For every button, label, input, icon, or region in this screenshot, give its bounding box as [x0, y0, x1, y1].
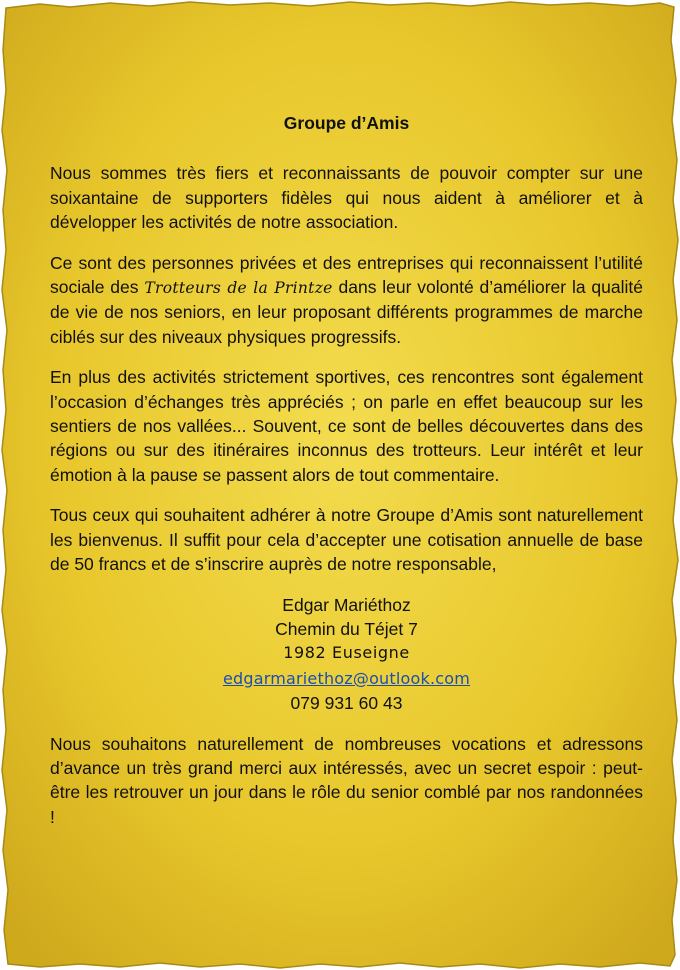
contact-city: 1982 Euseigne: [283, 643, 410, 663]
paragraph-supporters: [50, 251, 643, 350]
page-title: Groupe d’Amis: [283, 113, 410, 133]
contact-street: Chemin du Téjet 7: [275, 618, 418, 639]
paragraph-supporters-text-end: dans leur volonté d’améliorer la qualité de vie de nos seniors, en leur proposant différents programmes de marche ciblés sur des niveaux physiques progressifs.: [50, 277, 643, 347]
contact-name: Edgar Mariéthoz: [282, 594, 411, 615]
organization-name: Trotteurs de la Printze: [144, 279, 333, 298]
paragraph-membership: Tous ceux qui souhaitent adhérer à notre Groupe d’Amis sont naturellement les bienvenus. Il suffit pour cela d’accepter une cotisation annuelle de base de 50 francs et de s’inscrire auprès de notre responsable,: [50, 505, 643, 575]
paragraph-activities: En plus des activités strictement sportives, ces rencontres sont également l’occasion d’échanges très appréciés ; on parle en effet beaucoup sur les sentiers de nos vallées... Souvent, ce sont de belles découvertes dans des régions ou sur des itinéraires inconnus des trotteurs. Leur intérêt et leur émotion à la pause se passent alors de tout commentaire.: [50, 367, 643, 485]
contact-block: [50, 593, 643, 716]
contact-email-link[interactable]: edgarmariethoz@outlook.com: [222, 668, 471, 688]
document-body: [50, 111, 643, 845]
contact-phone: 079 931 60 43: [290, 693, 403, 714]
paragraph-closing: Nous souhaitons naturellement de nombreuses vocations et adressons d’avance un très grand merci aux intéressés, avec un secret espoir : peut-être les retrouver un jour dans le rôle du senior comblé par nos randonnées !: [50, 733, 643, 827]
paragraph-intro: Nous sommes très fiers et reconnaissants de pouvoir compter sur une soixantaine de supporters fidèles qui nous aident à améliorer et à développer les activités de notre association.: [50, 163, 643, 233]
paragraph-supporters-text-start: Ce sont des personnes privées et des entreprises qui reconnaissent l’utilité sociale des: [50, 252, 643, 298]
